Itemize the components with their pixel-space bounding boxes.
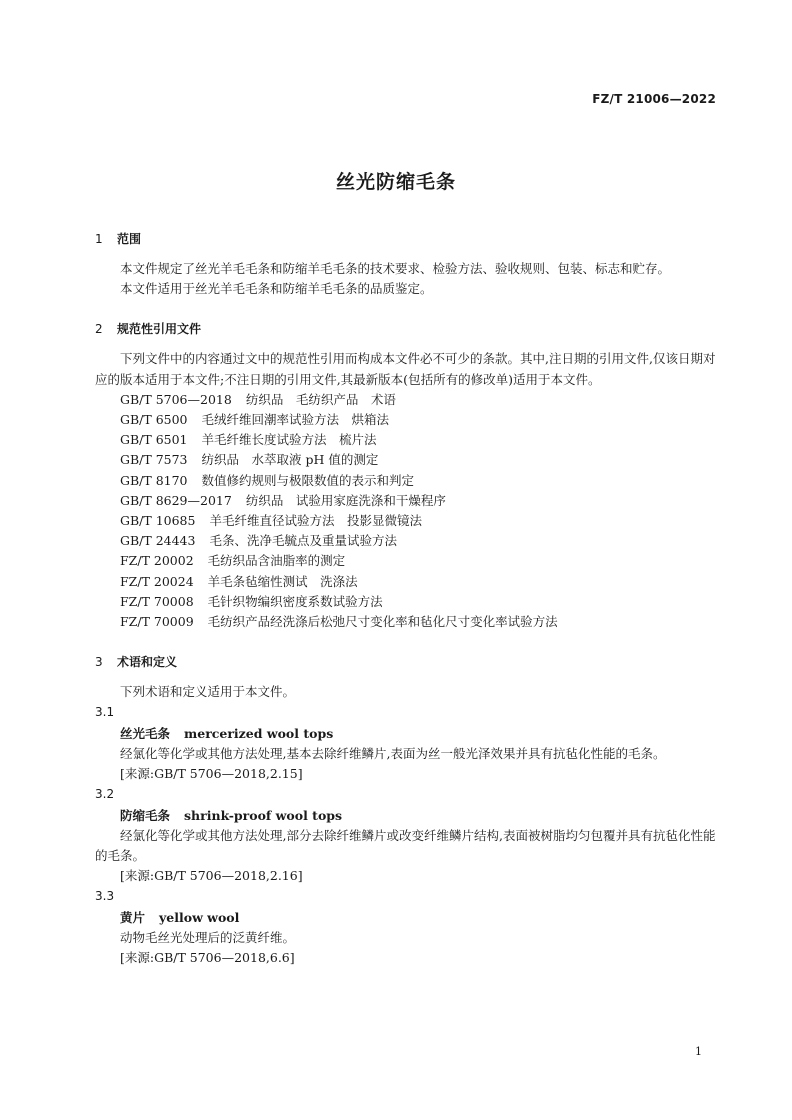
section-heading-normative-references [95,319,720,339]
reference-code: FZ/T 20024 [120,573,194,589]
term-zh: 防缩毛条 [120,807,171,823]
reference-item [95,390,720,410]
term-zh: 黄片 [120,909,146,925]
reference-title: 毛纺织品含油脂率的测定 [207,553,346,569]
term-definition: 经氯化等化学或其他方法处理,基本去除纤维鳞片,表面为丝一般光泽效果并具有抗毡化性能的毛条。 [120,745,666,761]
document-body [95,229,720,968]
term-heading [95,805,720,826]
term-number: 3.1 [95,705,115,720]
reference-code: GB/T 6500 [120,412,188,428]
term-definition: 经氯化等化学或其他方法处理,部分去除纤维鳞片或改变纤维鳞片结构,表面被树脂均匀包覆并具有抗毡化性能的毛条。 [95,827,716,864]
scope-paragraph-1: 本文件规定了丝光羊毛毛条和防缩羊毛毛条的技术要求、检验方法、验收规则、包装、标志和贮存。 [120,261,671,276]
term-en: yellow wool [159,909,240,925]
reference-title: 羊毛纤维直径试验方法 投影显微镜法 [209,513,422,529]
section-number: 3 [95,655,103,670]
reference-item [95,572,720,592]
section-title: 范围 [117,232,142,246]
section-number: 1 [95,232,103,246]
reference-code: GB/T 24443 [120,533,196,549]
term-en: mercerized wool tops [184,725,334,741]
reference-code: GB/T 8629—2017 [120,492,232,508]
reference-code: GB/T 8170 [120,472,188,488]
reference-item [95,491,720,511]
reference-list [95,390,720,632]
reference-item [95,430,720,450]
reference-code: GB/T 7573 [120,452,188,468]
section-title: 规范性引用文件 [117,322,202,337]
reference-code: FZ/T 20002 [120,553,194,569]
reference-item [95,450,720,470]
reference-code: FZ/T 70009 [120,614,194,630]
reference-code: GB/T 10685 [120,513,196,529]
term-source: [来源:GB/T 5706—2018,2.16] [120,868,303,884]
document-title: 丝光防缩毛条 [335,171,456,193]
term-number: 3.2 [95,787,115,802]
reference-title: 数值修约规则与极限数值的表示和判定 [201,472,415,488]
reference-code: GB/T 6501 [120,432,188,448]
reference-title: 羊毛纤维长度试验方法 梳片法 [201,432,377,448]
references-intro: 下列文件中的内容通过文中的规范性引用而构成本文件必不可少的条款。其中,注日期的引用文件,仅该日期对应的版本适用于本文件;不注日期的引用文件,其最新版本(包括所有的修改单)适用于本文件。 [95,351,716,387]
term-entry [95,784,720,886]
reference-title: 纺织品 毛纺织产品 术语 [245,391,396,407]
term-definition: 动物毛丝光处理后的泛黄纤维。 [120,929,296,945]
term-source: [来源:GB/T 5706—2018,6.6] [120,950,295,966]
term-entry [95,886,720,968]
reference-title: 毛针织物编织密度系数试验方法 [207,593,383,609]
scope-paragraph-2: 本文件适用于丝光羊毛毛条和防缩羊毛毛条的品质鉴定。 [120,281,433,297]
section-heading-terms-definitions [95,652,720,672]
section-number: 2 [95,322,103,337]
reference-title: 羊毛条毡缩性测试 洗涤法 [207,573,358,589]
page-number: 1 [695,1045,702,1058]
reference-item [95,511,720,531]
term-number: 3.3 [95,889,115,904]
reference-item [95,531,720,551]
reference-title: 纺织品 水萃取液 pH 值的测定 [201,452,379,468]
reference-item [95,592,720,612]
term-zh: 丝光毛条 [120,725,171,741]
reference-title: 毛绒纤维回潮率试验方法 烘箱法 [201,412,390,428]
section-heading-scope [95,229,720,249]
term-source: [来源:GB/T 5706—2018,2.15] [120,766,303,782]
reference-title: 毛纺织产品经洗涤后松弛尺寸变化率和毡化尺寸变化率试验方法 [207,614,558,630]
reference-item [95,471,720,491]
term-en: shrink-proof wool tops [184,807,343,823]
term-entry [95,702,720,784]
reference-code: FZ/T 70008 [120,593,194,609]
reference-item [95,410,720,430]
section-title: 术语和定义 [117,655,178,670]
reference-item [95,551,720,571]
reference-code: GB/T 5706—2018 [120,391,232,407]
terms-intro: 下列术语和定义适用于本文件。 [120,684,296,700]
term-heading [95,907,720,928]
reference-item [95,612,720,632]
reference-title: 纺织品 试验用家庭洗涤和干燥程序 [245,492,446,508]
term-heading [95,723,720,744]
reference-title: 毛条、洗净毛毓点及重量试验方法 [209,533,397,549]
standard-code: FZ/T 21006—2022 [592,92,716,106]
